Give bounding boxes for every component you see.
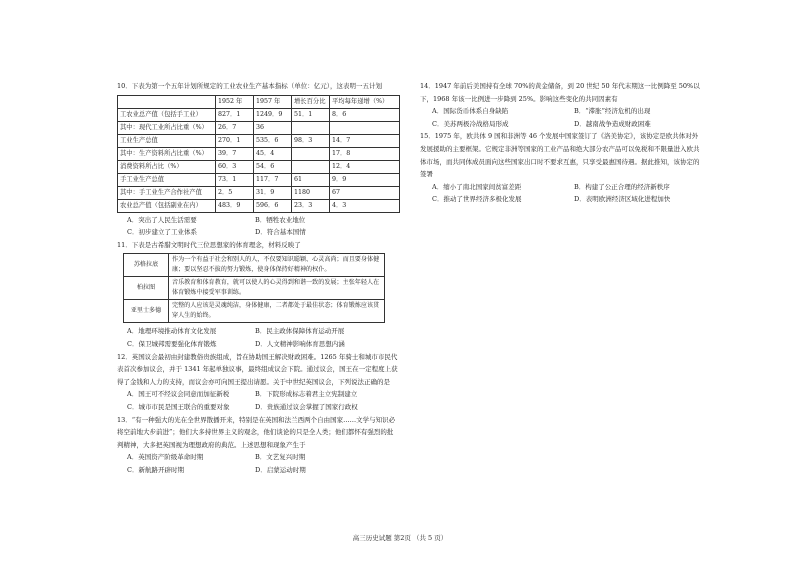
option-a: A．地理环境推动体育文化发展 <box>127 327 217 336</box>
table-row: 农业总产值（包括副业在内） 483．9 596．6 23．3 4．3 <box>118 199 400 212</box>
option-d: D．启蒙运动时期 <box>255 465 306 474</box>
option-c: C．城市市民是国王联合的重要对象 <box>127 402 230 411</box>
table-row: 其中：手工业生产合作社产值 2．5 31．9 1180 67 <box>118 186 400 199</box>
table-row: 工业生产总值 270．1 535．6 98．3 14．7 <box>118 134 400 147</box>
q12-options <box>117 388 399 413</box>
table-header-row: 1952 年 1957 年 增长百分比 平均每年递增（%） <box>118 95 400 108</box>
table-row: 苏格拉底 作为一个有益于社会和别人的人，不仅要知识聪颖、心灵高尚；而且要身体健康；要以坚忍不拔的努力锻炼，使身体保持好精神的权仆。 <box>124 254 385 277</box>
q12-stem: 12．英国议会最初由封建教俗贵族组成，旨在协助国王解决财政困难。1265 年骑士和城市市民代表首次参加议会，并于 1341 年起单独议事，最终组成议会下院。通过议会，国王在一定程度上获得了金钱和人力的支持，而议会亦可向国王提出请愿。关于中世纪英国议会，下列说法正确的是 <box>117 352 398 386</box>
table-row: 消费资料所占比（%） 60．3 54．6 12．4 <box>118 160 400 173</box>
q11-stem: 11．下表是古希腊文明时代三位思想家的体育理念，材料反映了 <box>117 240 301 249</box>
q11-options <box>117 325 399 350</box>
q11-table <box>123 253 385 323</box>
option-c: C．美苏两极冷战格局形成 <box>432 119 509 128</box>
q14-options <box>420 105 702 130</box>
q15-stem: 15．1975 年，欧共体 9 国和非洲等 46 个发展中国家签订了《洛美协定》，该协定是欧共体对外发展援助的主要框架。它规定非洲等国家的工业产品和绝大部分农产品可以免税和不限量进入欧共体市场，而共同体成员面向这些国家出口时不要求互惠，只享受最惠国待遇。据此推知，该协定的签署 <box>420 132 700 179</box>
table-row: 手工业生产总值 73．1 117．7 61 9．9 <box>118 173 400 186</box>
table-row: 工农业总产值（包括手工业） 827．1 1249．9 51．1 8．6 <box>118 108 400 121</box>
table-row: 其中：生产资料所占比重（%） 39．7 45．4 17．8 <box>118 147 400 160</box>
option-d: D．人文精神影响体育思想内涵 <box>255 339 345 348</box>
option-d: D．贵族通过议会掌握了国家行政权 <box>255 402 358 411</box>
option-d: D．符合基本国情 <box>255 228 306 237</box>
q14-stem: 14．1947 年前后美国持有全球 70%的黄金储备，到 20 世纪 50 年代末期这一比例降至 50%以下，1968 年该一比例进一步降到 25%。影响这些变化的共同因素有 <box>420 82 700 103</box>
option-b: B．牺牲农业地位 <box>255 215 306 224</box>
option-a: A．国际货币体系自身缺陷 <box>432 107 509 116</box>
q13-options <box>117 451 399 476</box>
q10-stem: 10．下表为第一个五年计划所规定的工业农业生产基本指标（单位：亿元），这表明一五计划 <box>117 82 383 90</box>
option-a: A．英国资产阶级革命时期 <box>127 453 204 462</box>
option-d: D．越南战争造成财政困难 <box>574 119 651 128</box>
left-column <box>117 80 399 477</box>
table-row: 柏拉图 音乐教育和体育教育，就可以使人的心灵得到和谐一致的发展；主张年轻人在体育锻炼中接受军事训练。 <box>124 277 385 300</box>
table-row: 亚里士多德 完整的人应该是灵魂纯洁，身体健康，二者都处于最佳状态；体育锻炼应该贯穿人生的始终。 <box>124 300 385 323</box>
option-b: B．民主政体保障体育运动开展 <box>255 327 345 336</box>
right-column <box>420 80 702 206</box>
option-a: A．突出了人民生活需要 <box>127 215 197 224</box>
option-c: C．推动了世界经济多极化发展 <box>432 195 522 204</box>
page-footer: 高三历史试题 第2页 （共 5 页） <box>352 534 448 542</box>
q10-options <box>117 214 399 239</box>
option-d: D．表明欧洲经济区域化进程加快 <box>574 195 671 204</box>
option-b: B．文艺复兴时期 <box>255 453 306 462</box>
table-row: 其中：现代工业所占比重（%） 26．7 36 <box>118 121 400 134</box>
q13-stem: 13．“有一种强大的光在全世界散播开来，特别是在英国和法兰西两个自由国家……文学与知识必将空前地大步前进”；他们大多持世界主义的观念，他们谈论的只是全人类；他们都怀有强烈的批判精神，大多把英国视为理想政府的典范。上述思想和现象产生于 <box>117 415 396 449</box>
option-c: C．初步建立了工业体系 <box>127 228 197 237</box>
option-b: B．下院形成标志着君主立宪制建立 <box>255 390 358 399</box>
option-a: A．国王可不经议会同意而加征新税 <box>127 390 230 399</box>
option-b: B．“滞胀”经济危机的出现 <box>574 107 651 116</box>
q15-options <box>420 181 702 206</box>
option-a: A．缩小了南北国家间贫富差距 <box>432 182 522 191</box>
option-c: C．新航路开辟时期 <box>127 465 184 474</box>
option-c: C．保卫城邦需要强化体育锻炼 <box>127 339 217 348</box>
q10-table <box>117 95 400 213</box>
option-b: B．构建了公正合理的经济新秩序 <box>574 182 670 191</box>
